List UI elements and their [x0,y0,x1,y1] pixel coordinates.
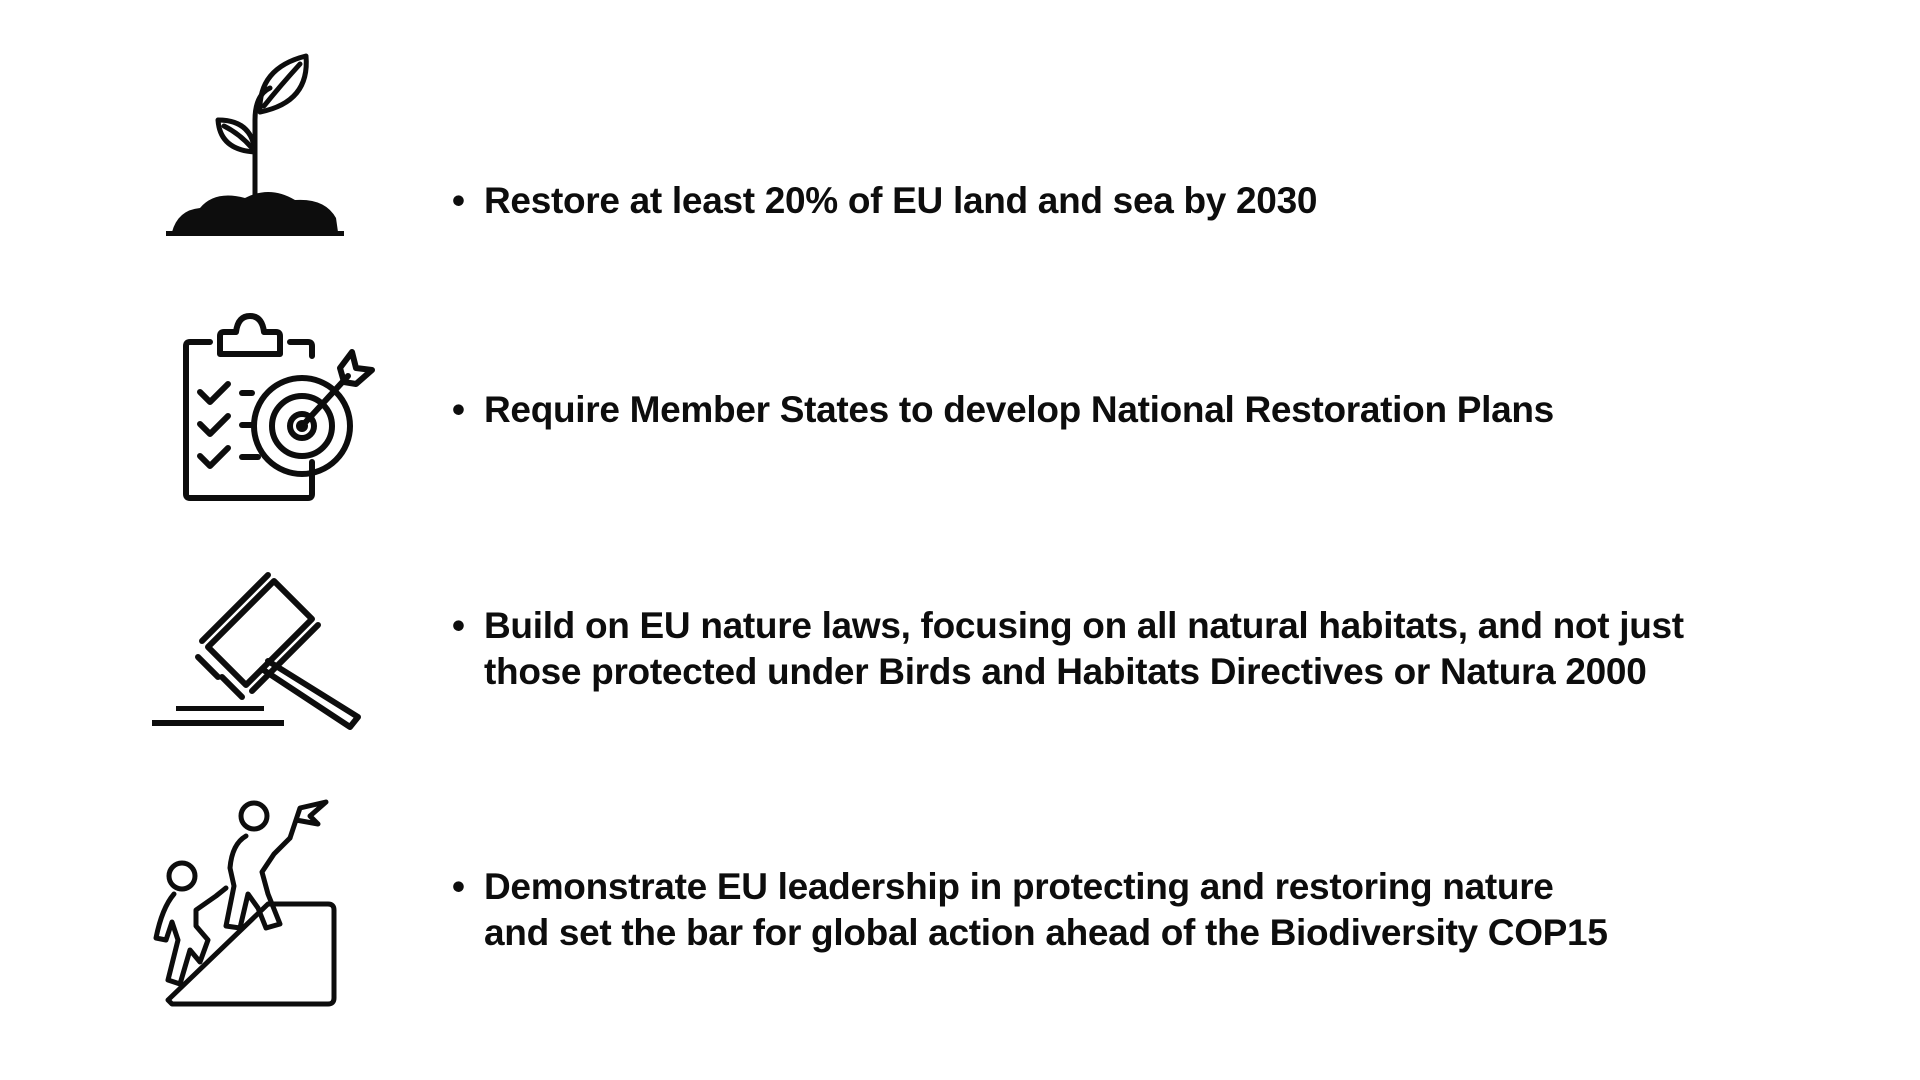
bullet-dot: • [452,866,465,907]
bullet-dot: • [452,389,465,430]
bullet-dot: • [452,605,465,646]
bullet-text-line-1: Demonstrate EU leadership in protecting and restoring nature [484,866,1554,907]
clipboard-target-icon [180,312,380,512]
people-climbing-icon [150,790,340,1010]
bullet-text-line-2: those protected under Birds and Habitats Directives or Natura 2000 [484,651,1647,692]
gavel-icon [150,565,370,735]
bullet-text-line-2: and set the bar for global action ahead of the Biodiversity COP15 [484,912,1608,953]
bullet-dot: • [452,180,465,221]
sprout-icon [160,50,350,240]
bullet-text: Require Member States to develop National Restoration Plans [484,389,1554,430]
bullet-text-line-1: Build on EU nature laws, focusing on all natural habitats, and not just [484,605,1684,646]
bullet-text: Restore at least 20% of EU land and sea by 2030 [484,180,1318,221]
